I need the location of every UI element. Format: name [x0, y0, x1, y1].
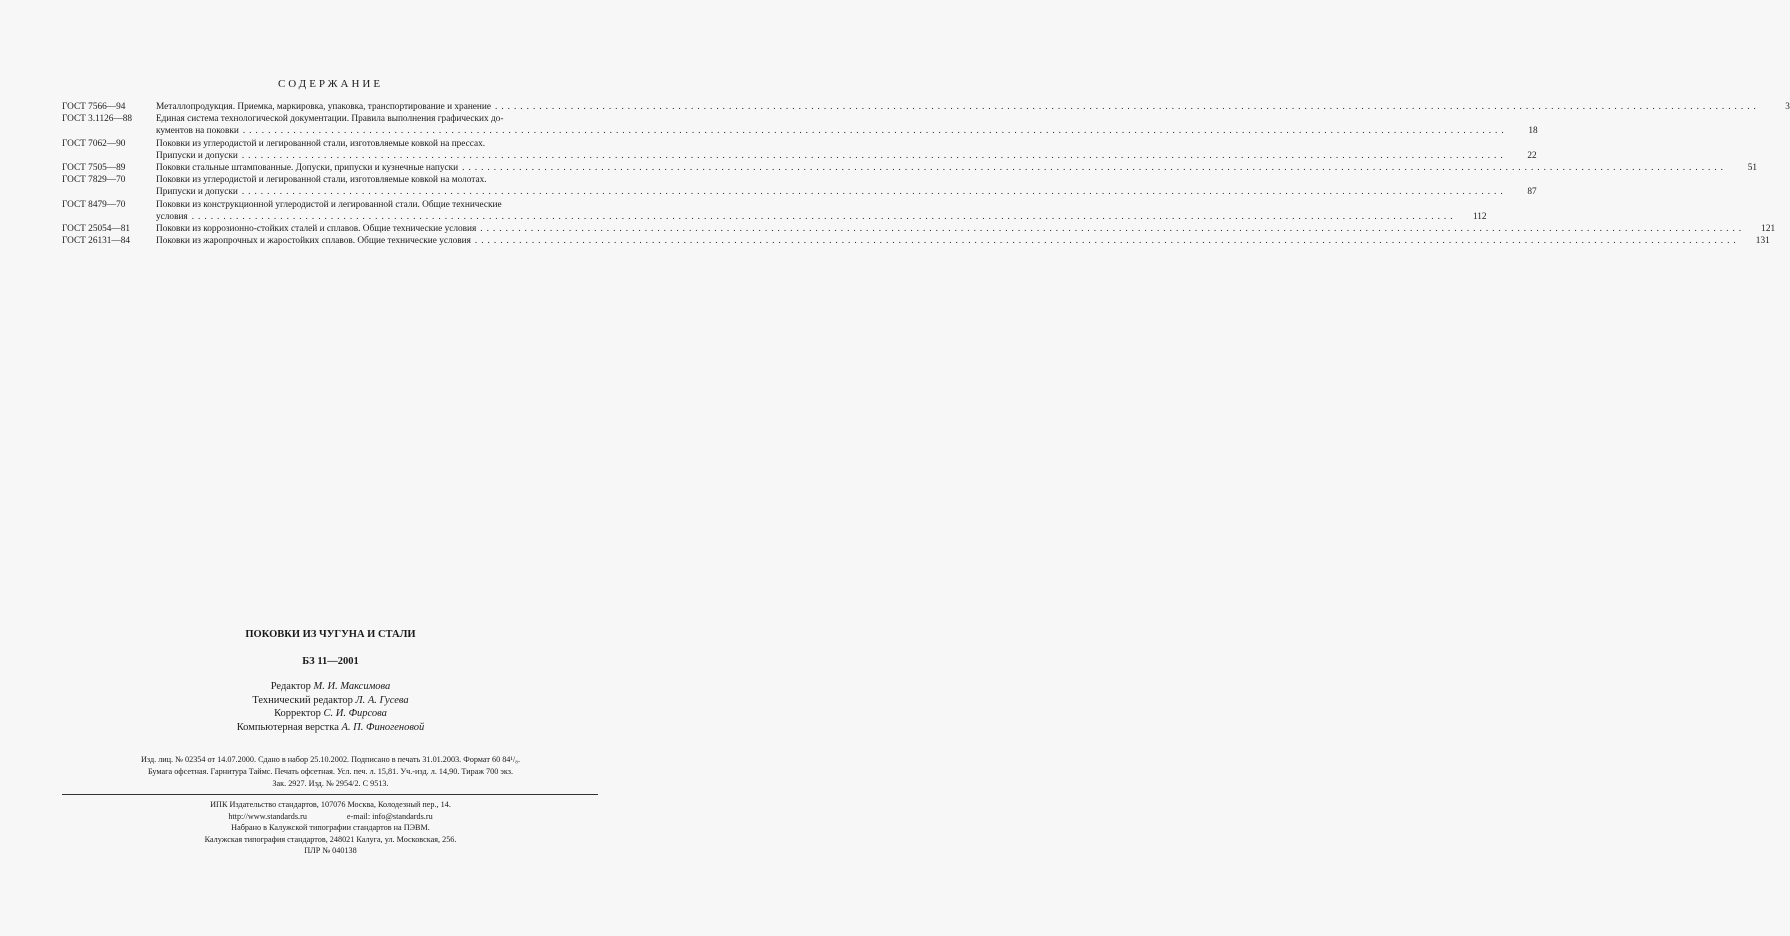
toc-entry-title: Поковки стальные штампованные. Допуски, припуски и кузнечные напуски	[156, 163, 459, 174]
toc-entry	[62, 101, 1790, 113]
toc-entry-page: 18	[1528, 126, 1538, 137]
toc-entry	[62, 162, 1757, 174]
divider-rule	[62, 794, 598, 795]
imprint-line: Изд. лиц. № 02354 от 14.07.2000. Сдано в набор 25.10.2002. Подписано в печать 31.01.2003. Формат 60 84¹/₈.	[140, 755, 521, 764]
toc-entry-page: 87	[1527, 187, 1537, 198]
credit-line	[0, 721, 661, 735]
toc-entry-code: ГОСТ 26131—84	[62, 236, 131, 247]
leader-dots: ........................................................................................................................................................................................................	[241, 150, 1507, 161]
publisher-web-link: http://www.standards.ru	[228, 811, 307, 821]
toc-entry-title: Поковки из коррозионно-стойких сталей и сплавов. Общие технические условия	[156, 224, 477, 235]
toc-entry-code: ГОСТ 7829—70	[62, 175, 126, 186]
credit-role: Корректор	[274, 708, 321, 719]
book-title: ПОКОВКИ ИЗ ЧУГУНА И СТАЛИ	[245, 629, 416, 640]
credit-role: Технический редактор	[252, 694, 353, 706]
credit-name: Л. А. Гусева	[355, 694, 409, 706]
toc-entry	[62, 113, 1538, 137]
toc-entry-page: 121	[1761, 224, 1776, 235]
toc-entry-code: ГОСТ 7566—94	[62, 102, 126, 112]
toc-entry-title: кументов на поковки	[156, 126, 239, 137]
toc-entry-page: 51	[1747, 163, 1757, 174]
credit-name: М. И. Максимова	[313, 681, 391, 692]
toc-entry-title: Единая система технологической документации. Правила выполнения графических до-	[156, 114, 504, 125]
toc-entry-title: Припуски и допуски	[156, 187, 238, 198]
leader-dots: ........................................................................................................................................................................................................	[191, 211, 1457, 222]
leader-dots: ........................................................................................................................................................................................................	[242, 126, 1508, 137]
publisher-email: e-mail: info@standards.ru	[346, 811, 433, 821]
credit-name: С. И. Фирсова	[323, 708, 387, 719]
imprint-line: Зак. 2927. Изд. № 2954/2. С 9513.	[272, 779, 389, 788]
credit-role: Редактор	[270, 681, 311, 692]
credits-block	[0, 680, 661, 734]
leader-dots: ........................................................................................................................................................................................................	[474, 236, 1740, 247]
leader-dots: ........................................................................................................................................................................................................	[241, 187, 1507, 198]
toc-entry-code: ГОСТ 7505—89	[62, 163, 126, 174]
toc-entry-page: 131	[1755, 236, 1770, 247]
credit-line	[0, 707, 661, 721]
toc-entry-code: ГОСТ 3.1126—88	[62, 114, 132, 125]
imprint-block	[0, 754, 661, 790]
publisher-line: Калужская типография стандартов, 248021 Калуга, ул. Московская, 256.	[204, 834, 457, 844]
credit-line	[0, 694, 661, 708]
leader-dots: ........................................................................................................................................................................................................	[495, 102, 1760, 112]
credit-name: А. П. Финогеновой	[341, 721, 425, 733]
toc-entry	[62, 174, 1537, 198]
toc-entry-code: ГОСТ 25054—81	[62, 224, 131, 235]
toc-entry-page: 112	[1472, 211, 1487, 222]
toc-entry-code: ГОСТ 7062—90	[62, 138, 126, 149]
toc-title: СОДЕРЖАНИЕ	[277, 78, 384, 90]
toc-entry-title: Поковки из конструкционной углеродистой и легированной стали. Общие технические	[156, 199, 502, 210]
book-code: БЗ 11—2001	[302, 656, 359, 667]
credit-role: Компьютерная верстка	[236, 721, 339, 733]
toc-entry-title: Металлопродукция. Приемка, маркировка, упаковка, транспортирование и хранение	[156, 102, 491, 112]
toc-entry-title: Поковки из углеродистой и легированной стали, изготовляемые ковкой на молотах.	[156, 175, 487, 186]
publisher-line: ИПК Издательство стандартов, 107076 Москва, Колодезный пер., 14.	[210, 800, 451, 809]
toc-entry-title: Припуски и допуски	[156, 150, 238, 161]
toc-entry	[62, 223, 1776, 235]
publisher-block	[0, 799, 661, 857]
toc-entry	[62, 138, 1537, 162]
publisher-line: Набрано в Калужской типографии стандартов на ПЭВМ.	[231, 823, 430, 832]
leader-dots: ........................................................................................................................................................................................................	[480, 224, 1746, 235]
toc-entry-title: Поковки из жаропрочных и жаростойких сплавов. Общие технические условия	[156, 236, 471, 247]
publisher-line: ПЛР № 040138	[304, 846, 357, 855]
credit-line	[0, 680, 661, 694]
toc-entry-title: условия	[156, 211, 188, 222]
toc-entry-title: Поковки из углеродистой и легированной стали, изготовляемые ковкой на прессах.	[156, 138, 486, 149]
toc-entry	[62, 199, 1487, 223]
toc-entry	[62, 235, 1770, 247]
toc-entry-code: ГОСТ 8479—70	[62, 199, 126, 210]
leader-dots: ........................................................................................................................................................................................................	[462, 163, 1727, 174]
imprint-line: Бумага офсетная. Гарнитура Таймс. Печать офсетная. Усл. печ. л. 15,81. Уч.-изд. л. 14,90. Тираж 700 экз.	[147, 767, 514, 776]
toc-entry-page: 22	[1527, 150, 1537, 161]
toc-entry-page: 3	[1785, 102, 1790, 112]
table-of-contents	[62, 101, 1790, 247]
publisher-contacts	[0, 811, 661, 823]
